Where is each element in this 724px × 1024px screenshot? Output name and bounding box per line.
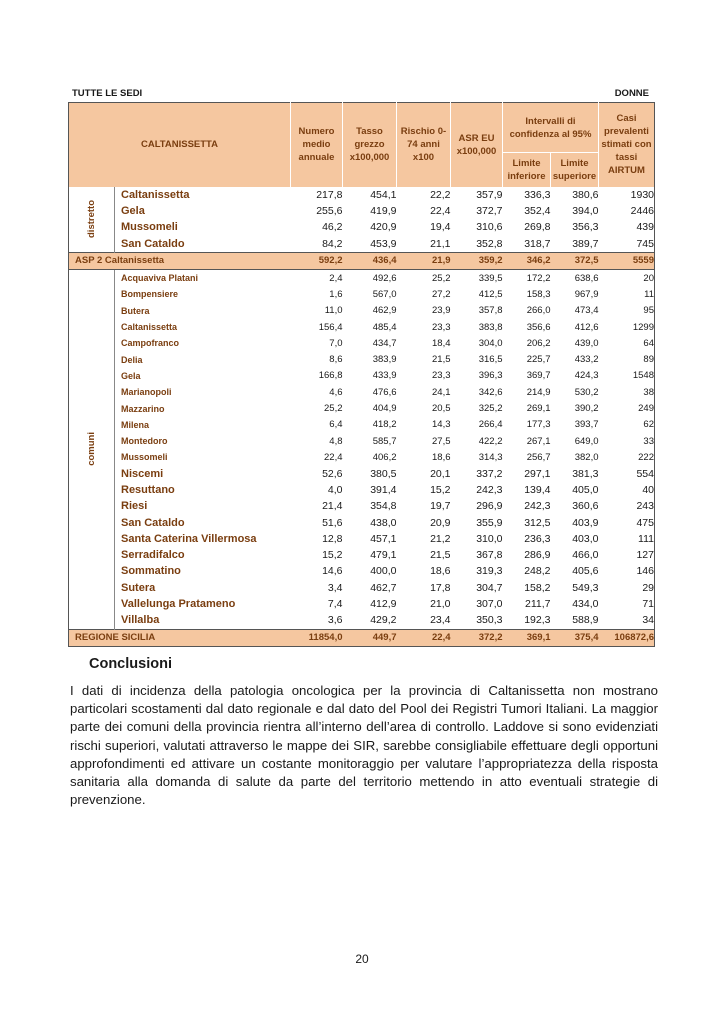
row-value: 236,3 xyxy=(524,532,551,545)
row-value: 95 xyxy=(643,305,654,317)
asp-row xyxy=(69,252,655,269)
table-row xyxy=(69,235,655,252)
row-value: 372,2 xyxy=(451,629,503,646)
row-place-name: San Cataldo xyxy=(121,516,185,529)
row-value: 438,0 xyxy=(370,516,397,529)
table-row xyxy=(69,482,655,498)
row-value: 1299 xyxy=(632,321,654,333)
row-value: 400,0 xyxy=(370,565,397,578)
row-value: 296,9 xyxy=(476,500,503,513)
row-value: 14,3 xyxy=(432,419,451,431)
row-value: 588,9 xyxy=(572,614,599,627)
col-header-asr: ASR EU x100,000 xyxy=(451,103,503,187)
conclusioni-heading: Conclusioni xyxy=(89,656,172,672)
row-value: 530,2 xyxy=(574,386,599,398)
row-value: 462,9 xyxy=(372,305,397,317)
row-value: 454,1 xyxy=(370,188,397,201)
row-value: 383,8 xyxy=(478,321,503,333)
row-value: 27,5 xyxy=(432,435,451,447)
row-value: 312,5 xyxy=(524,516,551,529)
row-value: 396,3 xyxy=(478,370,503,382)
table-row xyxy=(69,384,655,400)
row-value: 38 xyxy=(643,386,654,398)
row-value: 15,2 xyxy=(322,549,343,562)
table-row xyxy=(69,449,655,465)
row-value: 439,0 xyxy=(574,337,599,349)
row-value: 479,1 xyxy=(370,549,397,562)
row-value: 22,4 xyxy=(430,204,451,217)
row-value: 248,2 xyxy=(524,565,551,578)
group-label-comuni xyxy=(69,269,115,629)
row-value: 255,6 xyxy=(316,204,343,217)
row-value: 372,7 xyxy=(476,204,503,217)
row-value: 20,5 xyxy=(432,403,451,414)
row-value: 337,2 xyxy=(476,467,503,480)
table-row xyxy=(69,335,655,351)
row-value: 127 xyxy=(636,549,654,562)
row-value: 325,2 xyxy=(478,403,503,414)
row-value: 307,0 xyxy=(476,598,503,611)
row-value: 475 xyxy=(636,516,654,529)
row-value: 172,2 xyxy=(526,272,551,284)
row-value: 111 xyxy=(638,532,654,545)
col-header-lim-inf: Limite inferiore xyxy=(503,153,551,187)
row-value: 357,8 xyxy=(478,305,503,317)
row-value: 40 xyxy=(642,483,654,496)
row-value: 21,9 xyxy=(397,252,451,269)
row-value: 433,9 xyxy=(372,370,397,382)
row-value: 297,1 xyxy=(524,467,551,480)
row-value: 89 xyxy=(643,354,654,366)
row-place-name: Milena xyxy=(121,419,150,430)
row-value: 412,6 xyxy=(574,321,599,333)
row-value: 25,2 xyxy=(432,272,451,284)
row-value: 429,2 xyxy=(370,614,397,627)
row-value: 350,3 xyxy=(476,614,503,627)
col-header-tasso: Tasso grezzo x100,000 xyxy=(343,103,397,187)
row-value: 3,6 xyxy=(327,614,343,627)
row-value: 11 xyxy=(644,288,654,300)
row-place-name: Acquaviva Platani xyxy=(121,273,199,284)
table-row xyxy=(69,269,655,286)
row-value: 22,4 xyxy=(397,629,451,646)
row-value: 405,0 xyxy=(572,483,599,496)
row-place-name: Mussomeli xyxy=(121,221,178,234)
row-value: 33 xyxy=(643,435,654,447)
row-value: 453,9 xyxy=(370,237,397,250)
row-place-name: Butera xyxy=(121,305,150,316)
row-value: 549,3 xyxy=(572,581,599,594)
conclusioni-text: I dati di incidenza della patologia oncologica per la provincia di Caltanissetta non mostrano particolari scostamenti dal dato regionale e dal dato del Pool dei Registri Tumori Italiani. La maggior parte dei comuni della provincia rientra all’interno dell’area di controllo. Laddove si sono evidenziati rischi superiori, valutati attraverso le mappe dei SIR, sarebbe consigliabile effettuare degli opportuni approfondimenti ed attivare un costante monitoraggio per valutare l’appropriatezza della risposta sanitaria alla domanda di salute da parte del territorio mettendo in atto eventuali strategie di prevenzione. xyxy=(70,683,658,808)
row-value: 319,3 xyxy=(476,565,503,578)
row-value: 225,7 xyxy=(526,354,551,366)
row-value: 34 xyxy=(642,614,654,627)
row-value: 412,5 xyxy=(478,288,503,300)
row-place-name: Delia xyxy=(121,354,143,365)
row-value: 156,4 xyxy=(318,321,343,333)
row-value: 4,8 xyxy=(329,435,343,447)
row-value: 390,2 xyxy=(574,403,599,414)
row-value: 339,5 xyxy=(478,272,503,284)
row-value: 18,6 xyxy=(430,565,451,578)
row-value: 355,9 xyxy=(476,516,503,529)
row-value: 1930 xyxy=(630,188,654,201)
table-row xyxy=(69,531,655,547)
row-value: 286,9 xyxy=(524,549,551,562)
row-place-name: Gela xyxy=(121,370,141,381)
row-value: 422,2 xyxy=(478,435,503,447)
table-row xyxy=(69,400,655,416)
row-value: 192,3 xyxy=(524,614,551,627)
row-value: 52,6 xyxy=(322,467,343,480)
row-value: 304,7 xyxy=(476,581,503,594)
sedi-label: TUTTE LE SEDI xyxy=(72,88,143,99)
row-value: 71 xyxy=(642,598,654,611)
row-value: 20,9 xyxy=(430,516,451,529)
row-value: 23,9 xyxy=(432,305,451,317)
row-place-name: Campofranco xyxy=(121,338,180,349)
row-value: 22,4 xyxy=(324,451,343,463)
row-value: 21,4 xyxy=(322,500,343,513)
row-value: 567,0 xyxy=(372,288,397,300)
row-value: 4,0 xyxy=(327,483,343,496)
row-value: 406,2 xyxy=(372,451,397,463)
row-value: 434,0 xyxy=(572,598,599,611)
row-value: 166,8 xyxy=(318,370,343,382)
row-place-name: Caltanissetta xyxy=(121,188,190,201)
row-value: 242,3 xyxy=(476,483,503,496)
row-value: 418,2 xyxy=(372,419,397,431)
col-header-lim-sup: Limite superiore xyxy=(551,153,599,187)
row-value: 466,0 xyxy=(572,549,599,562)
row-value: 27,2 xyxy=(432,288,451,300)
table-row xyxy=(69,203,655,219)
row-value: 7,4 xyxy=(327,598,343,611)
table-row xyxy=(69,629,655,646)
row-value: 266,4 xyxy=(478,419,503,431)
row-value: 382,0 xyxy=(574,451,599,463)
row-value: 304,0 xyxy=(478,337,503,349)
table-row xyxy=(69,286,655,302)
row-value: 457,1 xyxy=(370,532,397,545)
row-value: 22,2 xyxy=(430,188,451,201)
col-header-place: CALTANISSETTA xyxy=(69,103,291,187)
row-value: 12,8 xyxy=(322,532,343,545)
group-label-distretto xyxy=(69,187,115,253)
row-place-name: Resuttano xyxy=(121,483,175,496)
row-value: 158,3 xyxy=(526,288,551,300)
row-value: 256,7 xyxy=(526,451,551,463)
table-row xyxy=(69,417,655,433)
table-row xyxy=(69,368,655,384)
row-place-name: Sutera xyxy=(121,581,156,594)
col-header-casi: Casi prevalenti stimati con tassi AIRTUM xyxy=(599,103,655,187)
row-place-name: San Cataldo xyxy=(121,237,185,250)
table-row xyxy=(69,187,655,203)
regione-row xyxy=(69,629,655,646)
row-place-name: Montedoro xyxy=(121,436,168,447)
row-value: 433,2 xyxy=(574,354,599,366)
table-row xyxy=(69,433,655,449)
row-value: 439 xyxy=(636,221,654,234)
row-value: 3,4 xyxy=(327,581,343,594)
row-value: 476,6 xyxy=(372,386,397,398)
row-value: 7,0 xyxy=(329,337,343,349)
col-header-rischio: Rischio 0-74 anni x100 xyxy=(397,103,451,187)
group-label-text: distretto xyxy=(86,200,97,239)
table-row xyxy=(69,563,655,579)
incidence-table xyxy=(68,102,655,647)
row-value: 18,6 xyxy=(432,451,451,463)
row-value: 585,7 xyxy=(372,435,397,447)
row-value: 367,8 xyxy=(476,549,503,562)
row-value: 214,9 xyxy=(526,386,551,398)
table-row xyxy=(69,466,655,482)
row-value: 18,4 xyxy=(432,337,451,349)
row-place-name: Vallelunga Pratameno xyxy=(121,598,236,611)
group-label-text: comuni xyxy=(86,432,97,467)
row-value: 21,1 xyxy=(430,237,451,250)
table-row xyxy=(69,219,655,235)
row-place-name: Niscemi xyxy=(121,467,164,480)
table-row xyxy=(69,580,655,596)
row-value: 383,9 xyxy=(372,354,397,366)
row-value: 381,3 xyxy=(572,467,599,480)
row-value: 359,2 xyxy=(451,252,503,269)
row-value: 393,7 xyxy=(574,419,599,431)
row-value: 2446 xyxy=(630,204,654,217)
row-value: 346,2 xyxy=(503,252,551,269)
row-value: 23,3 xyxy=(432,321,451,333)
row-value: 316,5 xyxy=(478,354,503,366)
row-value: 314,3 xyxy=(478,451,503,463)
row-value: 267,1 xyxy=(526,435,551,447)
row-place-name: Marianopoli xyxy=(121,387,172,398)
row-place-name: Santa Caterina Villermosa xyxy=(121,532,257,545)
row-value: 649,0 xyxy=(574,435,599,447)
table-row xyxy=(69,319,655,335)
row-value: 391,4 xyxy=(370,483,397,496)
row-place-name: Serradifalco xyxy=(121,549,185,562)
row-value: 146 xyxy=(636,565,654,578)
row-place-name: Mussomeli xyxy=(121,452,168,463)
col-header-numero: Numero medio annuale xyxy=(291,103,343,187)
row-value: 389,7 xyxy=(572,237,599,250)
row-place-name: ASP 2 Caltanissetta xyxy=(69,252,291,269)
row-value: 5559 xyxy=(599,252,655,269)
row-value: 419,9 xyxy=(370,204,397,217)
row-value: 266,0 xyxy=(526,305,551,317)
table-caption xyxy=(70,88,653,102)
row-value: 14,6 xyxy=(322,565,343,578)
row-value: 20 xyxy=(643,272,654,284)
row-value: 352,4 xyxy=(524,204,551,217)
row-value: 436,4 xyxy=(343,252,397,269)
row-value: 372,5 xyxy=(551,252,599,269)
sex-label: DONNE xyxy=(614,88,649,99)
row-value: 360,6 xyxy=(572,500,599,513)
row-value: 21,2 xyxy=(430,532,451,545)
row-place-name: Mazzarino xyxy=(121,403,165,414)
row-value: 2,4 xyxy=(329,272,343,284)
col-header-intervalli: Intervalli di confidenza al 95% xyxy=(503,103,599,153)
row-value: 485,4 xyxy=(372,321,397,333)
row-value: 25,2 xyxy=(324,403,343,414)
row-value: 394,0 xyxy=(572,204,599,217)
row-value: 19,7 xyxy=(430,500,451,513)
row-value: 369,1 xyxy=(503,629,551,646)
row-value: 106872,6 xyxy=(599,629,655,646)
row-value: 412,9 xyxy=(370,598,397,611)
row-value: 745 xyxy=(636,237,654,250)
row-value: 1548 xyxy=(632,370,654,382)
row-value: 211,7 xyxy=(525,598,551,611)
table-row xyxy=(69,612,655,629)
row-value: 434,7 xyxy=(372,337,397,349)
row-value: 23,3 xyxy=(432,370,451,382)
row-value: 217,8 xyxy=(316,188,343,201)
row-value: 352,8 xyxy=(476,237,503,250)
row-value: 380,6 xyxy=(572,188,599,201)
page-number: 20 xyxy=(355,952,369,966)
row-place-name: Sommatino xyxy=(121,565,181,578)
row-value: 403,0 xyxy=(572,532,599,545)
row-place-name: Riesi xyxy=(121,500,148,513)
row-value: 638,6 xyxy=(574,272,599,284)
row-place-name: Caltanissetta xyxy=(121,322,178,333)
row-value: 21,0 xyxy=(430,598,451,611)
row-value: 23,4 xyxy=(430,614,451,627)
row-value: 8,6 xyxy=(329,354,343,366)
row-value: 206,2 xyxy=(526,337,551,349)
row-place-name: Gela xyxy=(121,204,145,217)
row-value: 222 xyxy=(638,451,654,463)
row-value: 21,5 xyxy=(432,354,451,366)
row-value: 158,2 xyxy=(524,581,551,594)
row-value: 15,2 xyxy=(430,483,451,496)
row-value: 269,1 xyxy=(526,403,551,414)
row-value: 243 xyxy=(636,500,654,513)
row-place-name: REGIONE SICILIA xyxy=(69,629,291,646)
row-value: 342,6 xyxy=(478,386,503,398)
row-value: 592,2 xyxy=(291,252,343,269)
table-row xyxy=(69,596,655,612)
table-row xyxy=(69,252,655,269)
row-value: 24,1 xyxy=(432,386,451,398)
row-value: 462,7 xyxy=(370,581,397,594)
row-place-name: Bompensiere xyxy=(121,289,179,300)
row-value: 1,6 xyxy=(329,288,343,300)
row-value: 139,4 xyxy=(524,483,551,496)
row-value: 6,4 xyxy=(329,419,343,431)
row-value: 336,3 xyxy=(524,188,551,201)
row-value: 46,2 xyxy=(322,221,343,234)
row-value: 404,9 xyxy=(372,403,397,414)
row-value: 242,3 xyxy=(524,500,551,513)
table-row xyxy=(69,498,655,514)
table-row xyxy=(69,351,655,367)
row-value: 473,4 xyxy=(574,305,599,317)
row-place-name: Villalba xyxy=(121,614,160,627)
row-value: 449,7 xyxy=(343,629,397,646)
table-row xyxy=(69,303,655,319)
row-value: 29 xyxy=(642,581,654,594)
row-value: 356,3 xyxy=(572,221,599,234)
comuni-rows xyxy=(69,269,655,629)
row-value: 403,9 xyxy=(572,516,599,529)
row-value: 420,9 xyxy=(370,221,397,234)
row-value: 177,3 xyxy=(526,419,551,431)
row-value: 310,0 xyxy=(476,532,503,545)
row-value: 318,7 xyxy=(524,237,551,250)
table-row xyxy=(69,547,655,563)
row-value: 17,8 xyxy=(430,581,451,594)
row-value: 357,9 xyxy=(476,188,503,201)
row-value: 356,6 xyxy=(526,321,551,333)
distretto-rows xyxy=(69,187,655,253)
table-row xyxy=(69,514,655,530)
row-value: 380,5 xyxy=(370,467,397,480)
row-value: 249 xyxy=(638,403,654,414)
row-value: 4,6 xyxy=(329,386,343,398)
row-value: 11,0 xyxy=(324,305,343,317)
row-value: 20,1 xyxy=(430,467,451,480)
row-value: 354,8 xyxy=(370,500,397,513)
row-value: 11854,0 xyxy=(291,629,343,646)
row-value: 310,6 xyxy=(476,221,503,234)
row-value: 967,9 xyxy=(574,288,599,300)
row-value: 84,2 xyxy=(322,237,343,250)
row-value: 405,6 xyxy=(572,565,599,578)
row-value: 64 xyxy=(643,337,654,349)
row-value: 62 xyxy=(643,419,654,431)
row-value: 369,7 xyxy=(526,370,551,382)
row-value: 492,6 xyxy=(372,272,397,284)
row-value: 424,3 xyxy=(574,370,599,382)
row-value: 19,4 xyxy=(430,221,451,234)
row-value: 554 xyxy=(636,467,654,480)
row-value: 269,8 xyxy=(524,221,551,234)
row-value: 51,6 xyxy=(322,516,343,529)
row-value: 375,4 xyxy=(551,629,599,646)
row-value: 21,5 xyxy=(430,549,451,562)
